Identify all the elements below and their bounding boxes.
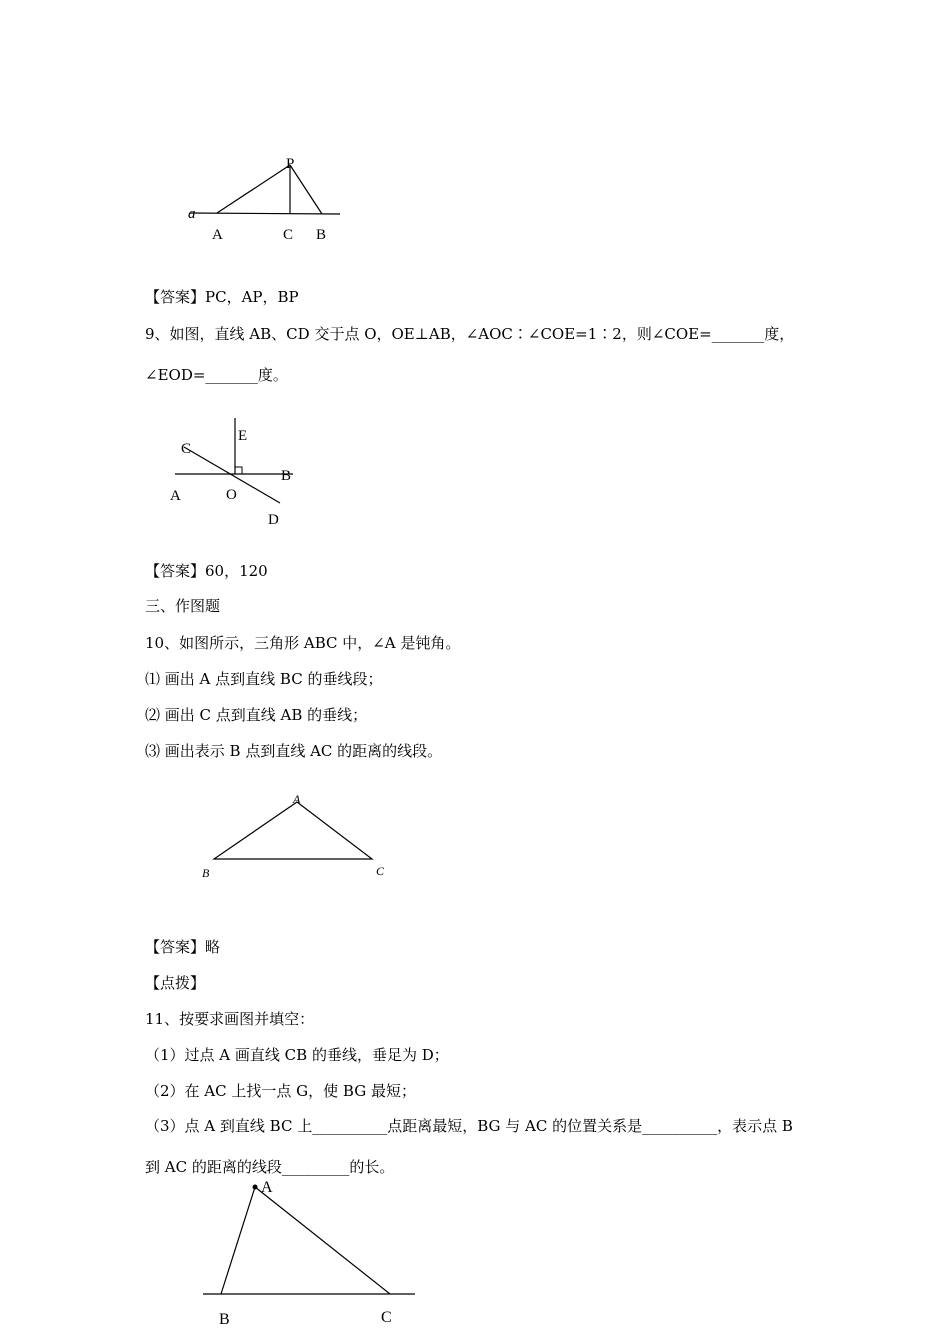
q11-item-3-continued: 到 AC 的距离的线段_________的长。 bbox=[145, 1158, 395, 1176]
q11-stem: 11、按要求画图并填空： bbox=[145, 1010, 315, 1028]
segment-ap bbox=[217, 165, 290, 213]
figure-3-obtuse-triangle bbox=[190, 785, 400, 885]
q9-stem-line2: ∠EOD=_______度。 bbox=[145, 366, 288, 384]
q10-item-1: ⑴ 画出 A 点到直线 BC 的垂线段； bbox=[145, 670, 383, 688]
q10-item-2: ⑵ 画出 C 点到直线 AB 的垂线； bbox=[145, 706, 368, 724]
segment-ac bbox=[255, 1187, 390, 1294]
segment-pb bbox=[290, 165, 322, 214]
figure-1-perpendicular-diagram bbox=[180, 150, 360, 250]
q9-answer: 【答案】60，120 bbox=[145, 562, 268, 580]
label-a: A bbox=[293, 792, 301, 806]
q11-item-3: （3）点 A 到直线 BC 上__________点距离最短，BG 与 AC 的位置关系是__________，表示点 B bbox=[145, 1117, 793, 1135]
label-e: E bbox=[238, 428, 248, 444]
line-a bbox=[190, 213, 340, 214]
q9-stem-line1: 9、如图，直线 AB、CD 交于点 O，OE⊥AB，∠AOC∶∠COE=1∶2，则∠COE=_______度， bbox=[145, 325, 795, 343]
q10-stem: 10、如图所示，三角形 ABC 中，∠A 是钝角。 bbox=[145, 634, 461, 652]
label-d: D bbox=[268, 512, 279, 528]
triangle-abc bbox=[214, 802, 372, 859]
q8-answer: 【答案】PC，AP，BP bbox=[145, 288, 299, 306]
label-c: C bbox=[181, 441, 192, 457]
label-b: B bbox=[316, 227, 327, 243]
figure-2-intersecting-lines bbox=[160, 410, 310, 530]
q11-item-1: （1）过点 A 画直线 CB 的垂线，垂足为 D； bbox=[145, 1046, 449, 1064]
label-b: B bbox=[281, 468, 292, 484]
label-b: B bbox=[202, 866, 210, 880]
q10-hint: 【点拨】 bbox=[145, 974, 206, 992]
section-3-title: 三、作图题 bbox=[145, 597, 221, 615]
right-angle-mark bbox=[235, 467, 242, 474]
segment-ab bbox=[221, 1187, 255, 1294]
figure-4-triangle-on-line bbox=[195, 1175, 425, 1335]
label-b: B bbox=[219, 1311, 230, 1328]
label-c: C bbox=[376, 864, 385, 878]
q10-answer: 【答案】略 bbox=[145, 938, 221, 956]
point-a-dot bbox=[253, 1185, 258, 1190]
label-o: O bbox=[226, 487, 237, 503]
q10-item-3: ⑶ 画出表示 B 点到直线 AC 的距离的线段。 bbox=[145, 742, 443, 760]
label-line-a: a bbox=[188, 206, 196, 222]
label-p: P bbox=[286, 156, 295, 172]
label-c: C bbox=[381, 1309, 392, 1326]
q11-item-2: （2）在 AC 上找一点 G，使 BG 最短； bbox=[145, 1082, 416, 1100]
label-c: C bbox=[283, 227, 294, 243]
label-a: A bbox=[170, 488, 181, 504]
label-a: A bbox=[212, 227, 223, 243]
label-a: A bbox=[261, 1179, 273, 1196]
